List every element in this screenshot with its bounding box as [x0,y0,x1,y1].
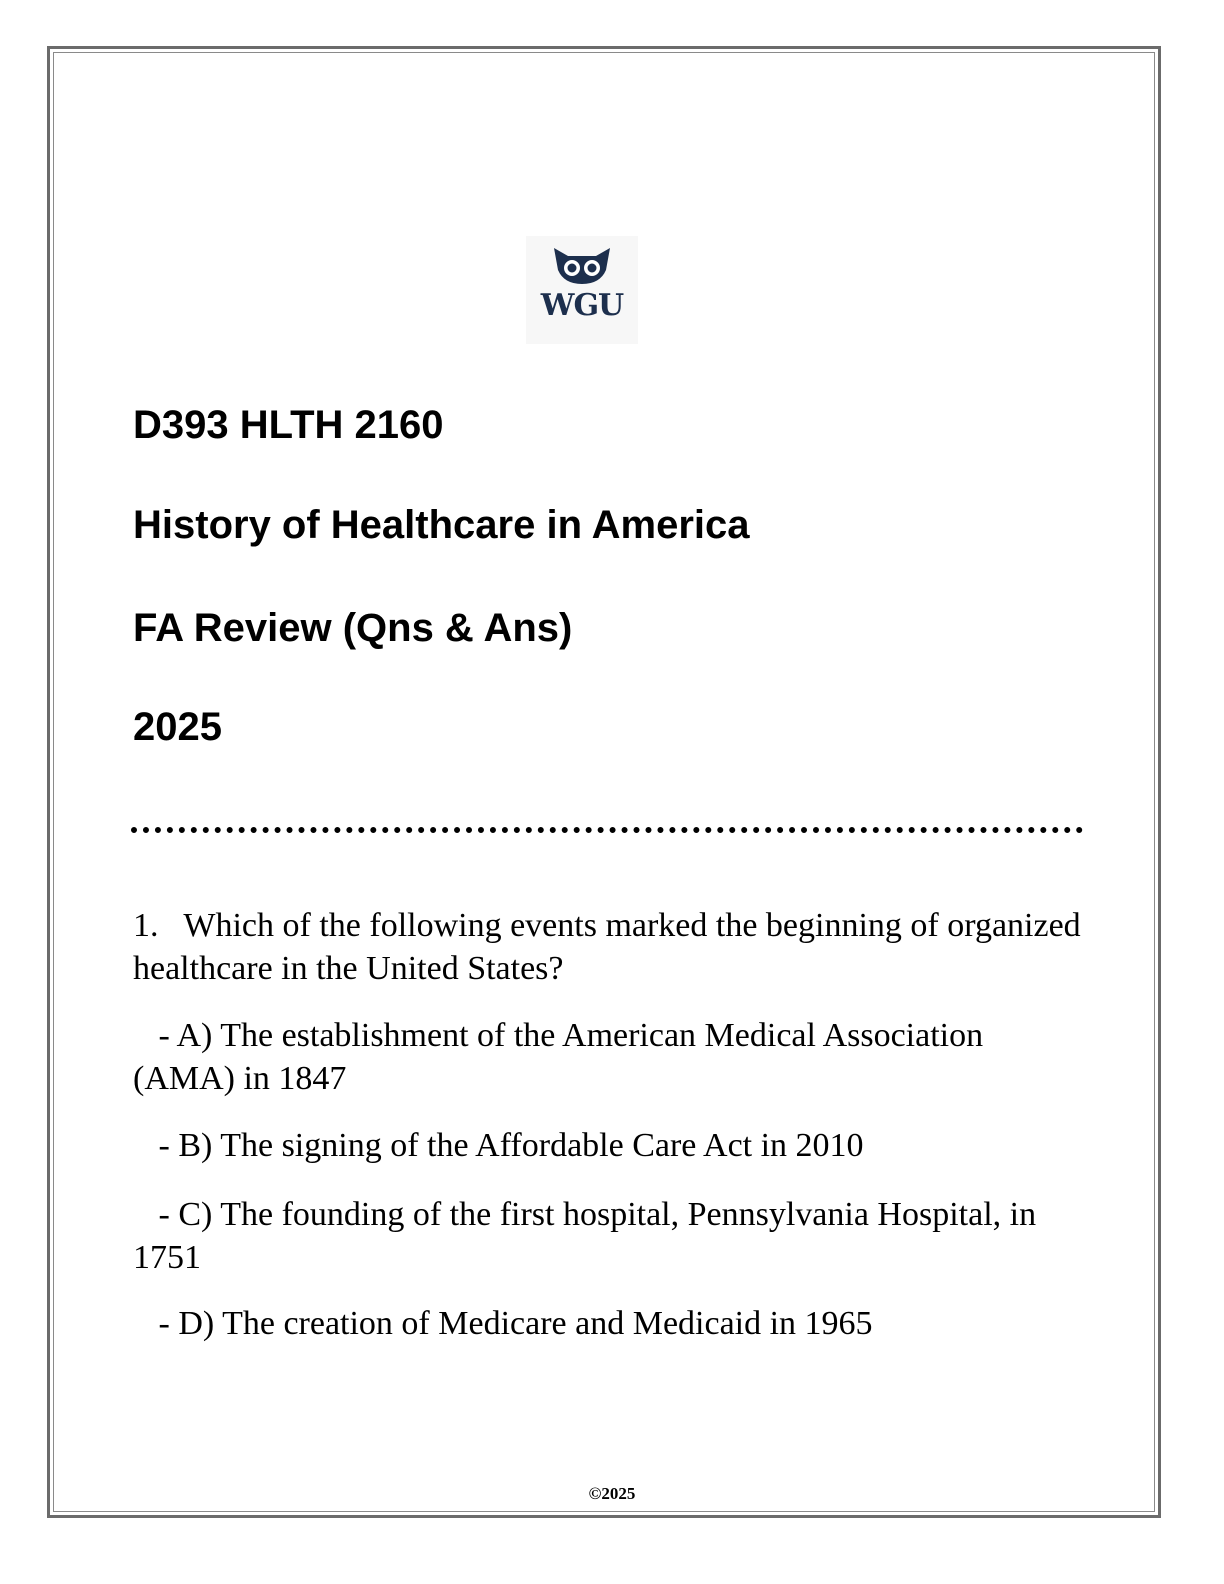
dotted-divider [131,827,1083,833]
copyright-footer: ©2025 [588,1484,636,1503]
review-title: FA Review (Qns & Ans) [133,606,573,650]
option-c: - C) The founding of the first hospital, Pennsylvania Hospital, in 1751 [133,1196,1045,1276]
option-d: - D) The creation of Medicare and Medicaid in 1965 [133,1305,873,1342]
option-b: - B) The signing of the Affordable Care Act in 2010 [133,1127,864,1164]
question-stem: 1. Which of the following events marked the beginning of organized healthcare in the United States? [133,907,1090,987]
wgu-logo [526,236,638,344]
logo-text: WGU [540,288,624,323]
option-a: - A) The establishment of the American Medical Association (AMA) in 1847 [133,1017,992,1097]
year-title: 2025 [133,705,222,749]
course-code-title: D393 HLTH 2160 [133,403,444,447]
owl-icon [548,246,616,286]
course-name-title: History of Healthcare in America [133,503,750,547]
